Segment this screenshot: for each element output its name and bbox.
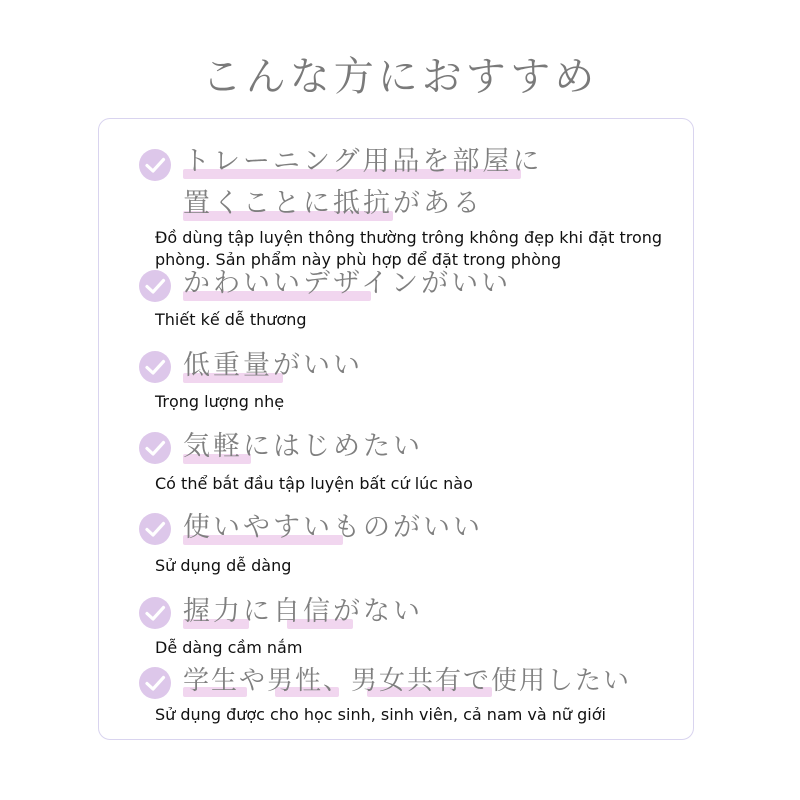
item-description: Sử dụng dễ dàng bbox=[155, 556, 292, 575]
item-description: Có thể bắt đầu tập luyện bất cứ lúc nào bbox=[155, 474, 473, 493]
item-heading: 使いやすいものがいい bbox=[183, 512, 483, 543]
recommendation-card bbox=[98, 118, 694, 740]
item-description: Đồ dùng tập luyện thông thường trông không đẹp khi đặt trong phòng. Sản phẩm này phù hợp để đặt trong phòng bbox=[155, 228, 663, 269]
item-heading-line-2: 置くことに抵抗がある bbox=[183, 188, 483, 219]
check-circle-icon bbox=[139, 270, 171, 302]
check-circle-icon bbox=[139, 351, 171, 383]
check-circle-icon bbox=[139, 149, 171, 181]
check-circle-icon bbox=[139, 667, 171, 699]
item-heading-line-1: トレーニング用品を部屋に bbox=[183, 146, 543, 177]
item-heading: 握力に自信がない bbox=[183, 596, 423, 627]
check-circle-icon bbox=[139, 432, 171, 464]
item-heading: 学生や男性、男女共有で使用したい bbox=[183, 666, 632, 696]
item-heading: 気軽にはじめたい bbox=[183, 431, 423, 462]
item-description: Sử dụng được cho học sinh, sinh viên, cả nam và nữ giới bbox=[155, 705, 606, 724]
item-heading: 低重量がいい bbox=[183, 350, 363, 381]
item-description: Thiết kế dễ thương bbox=[155, 310, 307, 329]
check-circle-icon bbox=[139, 597, 171, 629]
page-title: こんな方におすすめ bbox=[201, 54, 599, 100]
item-heading: かわいいデザインがいい bbox=[183, 268, 512, 299]
check-circle-icon bbox=[139, 513, 171, 545]
item-description: Trọng lượng nhẹ bbox=[155, 392, 285, 411]
item-description: Dễ dàng cầm nắm bbox=[155, 638, 303, 657]
